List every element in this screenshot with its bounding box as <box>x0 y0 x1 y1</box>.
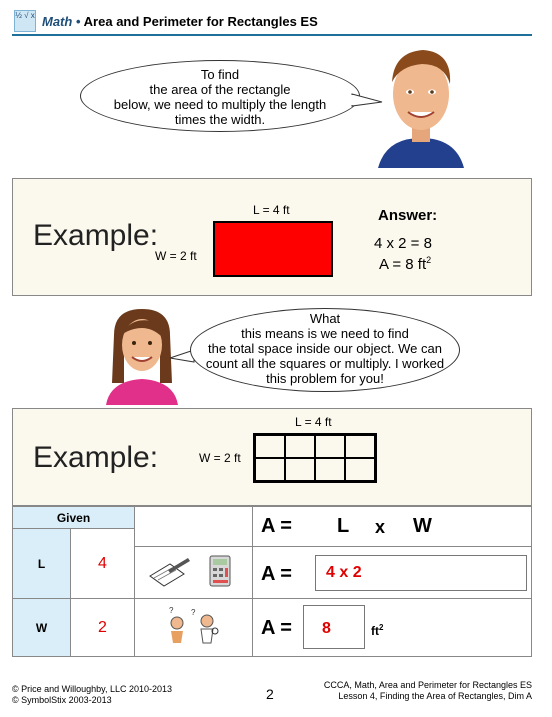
answer-area <box>379 255 431 273</box>
width-label: W = 2 ft <box>155 249 197 263</box>
speech-bubble-girl <box>190 308 460 392</box>
grid-rectangle <box>253 433 377 483</box>
thinking-people-icon <box>149 605 239 645</box>
substitution-a: A = <box>261 563 292 585</box>
grid-square <box>255 435 285 458</box>
page-footer <box>12 678 532 708</box>
header-title <box>42 14 318 29</box>
svg-text:?: ? <box>168 606 173 615</box>
answer-area-exponent: 2 <box>426 255 432 265</box>
grid-square <box>285 458 315 481</box>
grid-square <box>315 435 345 458</box>
given-label-l: L <box>13 529 71 599</box>
footer-lesson-line: Lesson 4, Finding the Area of Rectangles, Dim A <box>338 691 532 701</box>
footer-lesson-info <box>324 680 532 702</box>
thinking-cell <box>135 599 253 657</box>
bubble-line: times the width. <box>174 112 266 127</box>
boy-avatar <box>378 42 464 168</box>
result-unit-exponent: 2 <box>379 623 384 632</box>
bubble-line: To find <box>200 67 240 82</box>
result-unit <box>371 623 383 638</box>
grid-square <box>345 458 375 481</box>
given-value-w: 2 <box>71 599 135 657</box>
given-label-w: W <box>13 599 71 657</box>
pencil-paper-calculator-icon <box>144 550 244 590</box>
bubble-line: the area of the rectangle <box>149 82 291 97</box>
answer-title: Answer: <box>378 207 438 224</box>
example-label: Example: <box>33 219 159 252</box>
formula-l: L <box>337 515 350 537</box>
grid-square <box>255 458 285 481</box>
bubble-line: this problem for you! <box>266 371 384 386</box>
math-logo-icon: ½ √ x <box>14 10 36 32</box>
svg-text:?: ? <box>190 608 195 617</box>
speech-bubble-boy <box>80 60 360 132</box>
footer-lesson-line: CCCA, Math, Area and Perimeter for Rectangles ES <box>323 680 532 690</box>
formula-row <box>253 507 532 547</box>
blank-cell <box>135 507 253 547</box>
red-rectangle <box>213 221 333 277</box>
substitution-row <box>253 547 532 599</box>
page-number: 2 <box>266 686 274 702</box>
grid-square <box>345 435 375 458</box>
worksheet-table <box>12 506 532 657</box>
bubble-line: count all the squares or multiply. I worked <box>205 356 445 371</box>
result-unit-text: ft <box>371 624 379 638</box>
formula-w: W <box>413 515 432 537</box>
given-value-l: 4 <box>71 529 135 599</box>
result-box: 8 <box>303 605 365 649</box>
header-separator: • <box>75 14 81 29</box>
bubble-line: What <box>309 311 341 326</box>
footer-copyright <box>12 684 172 706</box>
bubble-line: this means is we need to find <box>241 326 409 341</box>
result-a: A = <box>261 617 292 639</box>
grid-square <box>285 435 315 458</box>
tools-cell <box>135 547 253 599</box>
footer-copyright-line: © Price and Willoughby, LLC 2010-2013 <box>12 684 173 694</box>
header-subject: Math <box>42 14 73 29</box>
example-panel-1 <box>12 178 532 296</box>
formula-a: A = <box>261 515 292 537</box>
footer-copyright-line: © SymbolStix 2003-2013 <box>12 695 112 705</box>
header-lesson-title: Area and Perimeter for Rectangles ES <box>83 14 318 29</box>
length-label: L = 4 ft <box>295 415 332 429</box>
formula-x: x <box>375 517 386 537</box>
example-label: Example: <box>33 441 159 474</box>
result-row <box>253 599 532 657</box>
given-header: Given <box>13 507 135 529</box>
grid-square <box>315 458 345 481</box>
width-label: W = 2 ft <box>199 451 241 465</box>
substitution-box: 4 x 2 <box>315 555 527 591</box>
page-header <box>12 8 532 36</box>
bubble-line: the total space inside our object. We can <box>208 341 442 356</box>
answer-area-text: A = 8 ft <box>379 256 427 273</box>
length-label: L = 4 ft <box>253 203 290 217</box>
answer-equation: 4 x 2 = 8 <box>374 235 432 252</box>
bubble-line: below, we need to multiply the length <box>113 97 327 112</box>
example-panel-2 <box>12 408 532 506</box>
